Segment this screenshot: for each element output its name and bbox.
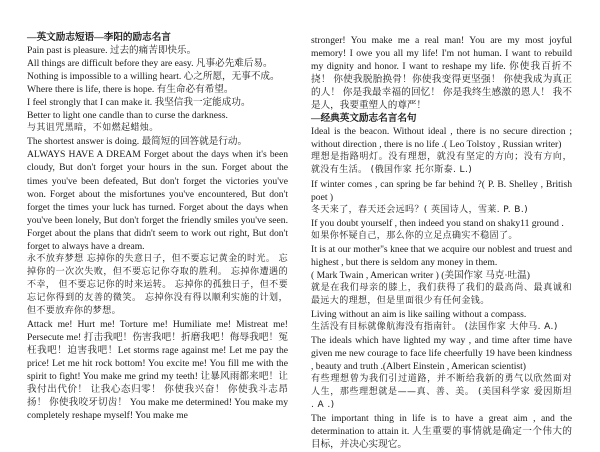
quote-mothers-knee-attribution: ( Mark Twain , American writer ) (美国作家 马克·吐温) — [311, 269, 530, 281]
quote-winter-spring-en: If winter comes , can spring be far behind ?( P. B. Shelley , British poet ) — [311, 178, 572, 203]
quote-living-without-aim-en: Living without an aim is like sailing without a compass. — [311, 308, 527, 320]
section-heading-classic-quotes: —经典英文励志名言名句 — [311, 113, 417, 125]
passage-attack-me-continued: stronger! You make me a real man! You are my most joyful memory! I owe you all my life! I'm not human. I want to rebuild my dignity and honor. I want to reshape my life. 你使我百折不挠！ 你使我脱胎换骨！你使我变得更坚强！ 你使我成为真正的人！ 你是我最幸福的回忆！ 你是我终生感激的恩人！ 我不是人，我要重塑人的尊严！ — [311, 35, 572, 112]
quote-doubt-yourself-cn: 如果你怀疑自己，那么你的立足点确实不稳固了。 — [311, 230, 518, 241]
poem-always-have-a-dream-cn: 永不放弃梦想 忘掉你的失意日子，但不要忘记黄金的时光。 忘掉你的一次次失败，但不要忘记你夺取的胜利。 忘掉你遭遇的不幸， 但不要忘记你的时来运转。 忘掉你的孤独日子，但不要忘记你得到的友善的微笑。 忘掉你没有得以顺利实施的计划，但不要放弃你的梦想。 — [27, 253, 288, 316]
right-column — [311, 34, 572, 452]
quote-life-hope: Where there is life, there is hope. 有生命必有希望。 — [27, 84, 234, 96]
quote-living-without-aim-cn: 生活没有目标就像航海没有指南针。 (法国作家 大仲马. A.) — [311, 322, 558, 333]
quote-ideals-lighted-way-en: The ideals which have lighted my way , and time after time have given me new courage to face life cheerfully 19 have been kindness , beauty and truth .(Albert Einstein , American scientist) — [311, 335, 572, 373]
quote-ideals-lighted-way-cn: 有些理想曾为我们引过道路，并不断给我新的勇气以欣然面对人生，那些理想就是——真、善、美。 (美国科学家 爱因斯坦 . A .) — [311, 374, 572, 411]
quote-pain-past: Pain past is pleasure. 过去的痛苦即快乐。 — [27, 45, 197, 57]
left-column — [27, 31, 288, 422]
poem-always-have-a-dream-en: ALWAYS HAVE A DREAM Forget about the days when it's been cloudy, But don't forget your hours in the sun. Forget about the times you've been defeated, But don't forget the victories you've won. Forget about the misfortunes you've encountered, But don't forget the times your luck has turned. Forget about the days when you've been lonely, But don't forget the friendly smiles you've seen. Forget about the plans that didn't seem to work out right, But don't forget to always have a dream. — [27, 149, 288, 252]
quote-candle-en: Better to light one candle than to curse the darkness. — [27, 110, 228, 122]
quote-all-things-difficult: All things are difficult before they are easy. 凡事必先难后易。 — [27, 58, 273, 70]
quote-shortest-answer: The shortest answer is doing. 最简短的回答就是行动。 — [27, 136, 248, 148]
quote-make-it: I feel strongly that I can make it. 我坚信我一定能成功。 — [27, 97, 251, 109]
passage-attack-me: Attack me! Hurt me! Torture me! Humiliate me! Mistreat me! Persecute me! 打击我吧！伤害我吧！折磨我吧！侮辱我吧！冤枉我吧！迫害我吧！Let storms rage against me! Let me pay the price! Let me hit rock bottom! You excite me! You fill me with the spirit to fight! You make me grind my teeth! 让暴风雨都来吧！让我付出代价！ 让我心态归零！ 你使我兴奋！ 你使我斗志昂扬！ 你使我咬牙切齿！ You make me determined! You make my completely reshape myself! You make me — [27, 319, 288, 422]
quote-winter-spring-cn: 冬天来了，春天还会远吗？( 英国诗人，雪莱. P. B.) — [311, 204, 528, 215]
quote-doubt-yourself-en: If you doubt yourself , then indeed you stand on shaky11 ground . — [311, 217, 564, 229]
quote-ideal-beacon-en: Ideal is the beacon. Without ideal , there is no secure direction ; without direction , there is no life .( Leo Tolstoy , Russian writer) — [311, 126, 572, 151]
quote-important-thing: The important thing in life is to have a great aim , and the determination to attain it. 人生重要的事情就是确定一个伟大的目标，并决心实现它。 — [311, 413, 572, 451]
section-heading-li-yang-quotes: —英文励志短语—李阳的励志名言 — [27, 32, 171, 43]
quote-mothers-knee-en: It is at our mother''s knee that we acquire our noblest and truest and highest , but there is seldom any money in them. — [311, 243, 572, 268]
quote-mothers-knee-cn: 就是在我们母亲的膝上，我们获得了我们的最高尚、最真诚和最远大的理想，但是里面很少有任何金钱。 — [311, 282, 572, 306]
quote-candle-cn: 与其诅咒黑暗，不如燃起蜡烛。 — [27, 123, 159, 134]
quote-ideal-beacon-cn: 理想是指路明灯。没有理想，就没有坚定的方向；没有方向，就没有生活。 (俄国作家 托尔斯泰. L.) — [311, 152, 572, 176]
quote-nothing-impossible: Nothing is impossible to a willing heart. 心之所愿，无事不成。 — [27, 71, 280, 83]
